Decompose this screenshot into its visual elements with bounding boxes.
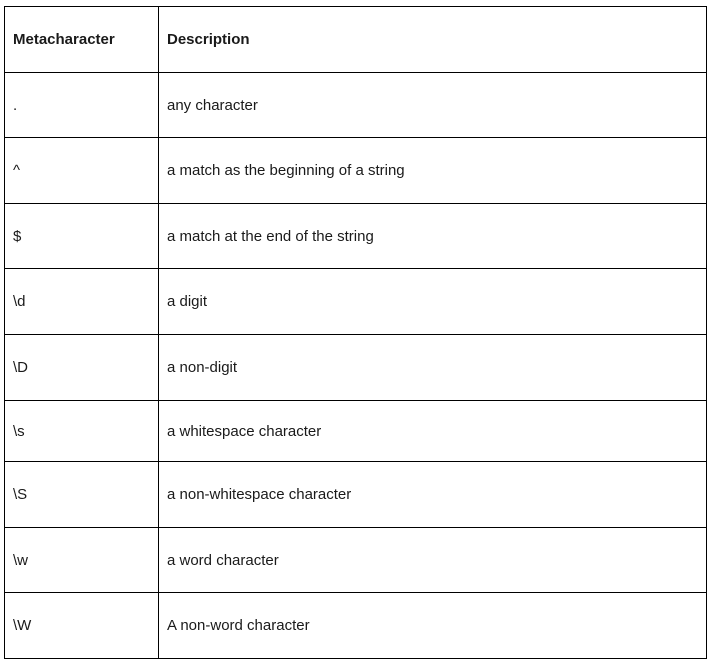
description-cell: a word character xyxy=(159,528,707,593)
description-cell: a digit xyxy=(159,269,707,335)
metacharacter-cell: . xyxy=(5,73,159,138)
table-row xyxy=(5,335,707,401)
description-cell: A non-word character xyxy=(159,593,707,659)
description-cell: a match as the beginning of a string xyxy=(159,138,707,204)
table-row xyxy=(5,462,707,528)
metacharacter-cell: \D xyxy=(5,335,159,401)
metacharacter-table xyxy=(4,6,707,659)
metacharacter-cell: \W xyxy=(5,593,159,659)
metacharacter-cell: \S xyxy=(5,462,159,528)
table-row xyxy=(5,593,707,659)
description-cell: a match at the end of the string xyxy=(159,204,707,269)
table-row xyxy=(5,401,707,462)
metacharacter-cell: ^ xyxy=(5,138,159,204)
metacharacter-cell: \w xyxy=(5,528,159,593)
table-header-row xyxy=(5,7,707,73)
description-cell: a non-digit xyxy=(159,335,707,401)
table-row xyxy=(5,269,707,335)
table-row xyxy=(5,73,707,138)
metacharacter-cell: $ xyxy=(5,204,159,269)
table-row xyxy=(5,204,707,269)
header-description: Description xyxy=(159,7,707,73)
table-row xyxy=(5,138,707,204)
description-cell: a non-whitespace character xyxy=(159,462,707,528)
description-cell: a whitespace character xyxy=(159,401,707,462)
table-row xyxy=(5,528,707,593)
metacharacter-cell: \d xyxy=(5,269,159,335)
header-metacharacter: Metacharacter xyxy=(5,7,159,73)
metacharacter-cell: \s xyxy=(5,401,159,462)
description-cell: any character xyxy=(159,73,707,138)
